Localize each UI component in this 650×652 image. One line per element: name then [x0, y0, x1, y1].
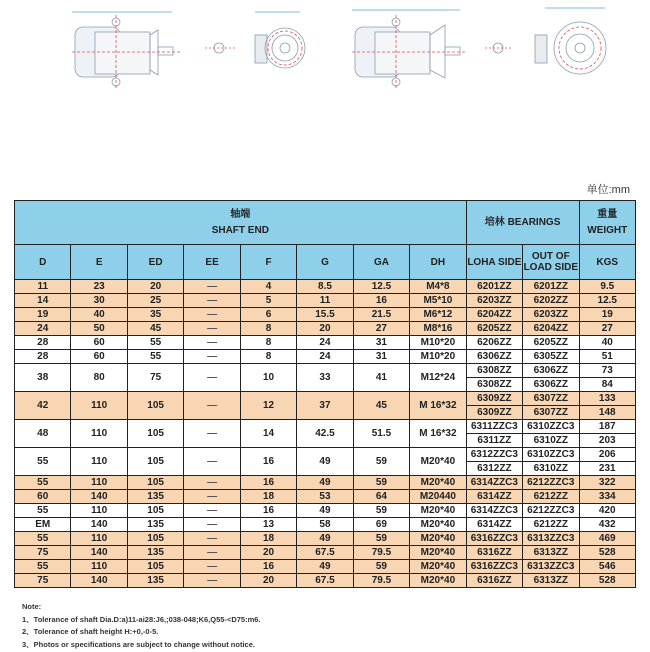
cell-ed: 55	[127, 350, 183, 364]
cell-d: 55	[15, 560, 71, 574]
cell-ed: 105	[127, 392, 183, 420]
cell-g: 49	[297, 476, 353, 490]
column-header: E	[71, 245, 127, 280]
cell-dh: M 16*32	[410, 420, 466, 448]
cell-d: 42	[15, 392, 71, 420]
cell-e: 140	[71, 546, 127, 560]
cell-ga: 59	[353, 448, 409, 476]
cell-e: 110	[71, 476, 127, 490]
cell-out-of-load-side: 6313ZZC3	[523, 560, 579, 574]
cell-ga: 27	[353, 322, 409, 336]
cell-loha-side: 6316ZZ	[466, 574, 522, 588]
cell-ga: 59	[353, 560, 409, 574]
cell-d: 19	[15, 308, 71, 322]
cell-loha-side: 6316ZZC3	[466, 560, 522, 574]
cell-loha-side: 6314ZZ	[466, 518, 522, 532]
cell-e: 60	[71, 336, 127, 350]
table-row	[15, 574, 636, 588]
cell-weight: 528	[579, 574, 635, 588]
cell-e: 23	[71, 280, 127, 294]
cell-ga: 64	[353, 490, 409, 504]
column-header: G	[297, 245, 353, 280]
cell-loha-side: 6306ZZ	[466, 350, 522, 364]
cell-dh: M20*40	[410, 448, 466, 476]
table-row	[15, 392, 636, 406]
cell-ga: 12.5	[353, 280, 409, 294]
column-header: KGS	[579, 245, 635, 280]
cell-g: 53	[297, 490, 353, 504]
cell-f: 8	[240, 350, 296, 364]
table-row	[15, 560, 636, 574]
cell-g: 49	[297, 560, 353, 574]
cell-out-of-load-side: 6212ZZ	[523, 518, 579, 532]
column-header: LOHA SIDE	[466, 245, 522, 280]
cell-ee: —	[184, 336, 240, 350]
cell-e: 50	[71, 322, 127, 336]
cell-e: 110	[71, 448, 127, 476]
table-row	[15, 476, 636, 490]
cell-g: 20	[297, 322, 353, 336]
cell-ga: 16	[353, 294, 409, 308]
cell-f: 4	[240, 280, 296, 294]
table-row	[15, 280, 636, 294]
cell-d: 55	[15, 448, 71, 476]
cell-weight: 203	[579, 434, 635, 448]
notes-title: Note:	[22, 602, 42, 611]
cell-ga: 69	[353, 518, 409, 532]
cell-loha-side: 6205ZZ	[466, 322, 522, 336]
cell-f: 16	[240, 476, 296, 490]
cell-f: 5	[240, 294, 296, 308]
cell-f: 13	[240, 518, 296, 532]
cell-weight: 231	[579, 462, 635, 476]
cell-loha-side: 6314ZZC3	[466, 504, 522, 518]
cell-loha-side: 6311ZZC3	[466, 420, 522, 434]
cell-ee: —	[184, 574, 240, 588]
table-row	[15, 420, 636, 434]
cell-ed: 135	[127, 574, 183, 588]
table-row	[15, 448, 636, 462]
cell-ed: 35	[127, 308, 183, 322]
cell-ed: 20	[127, 280, 183, 294]
cell-g: 24	[297, 350, 353, 364]
cell-dh: M 16*32	[410, 392, 466, 420]
cell-loha-side: 6309ZZ	[466, 392, 522, 406]
cell-dh: M20*40	[410, 476, 466, 490]
note-item: 1、Tolerance of shaft Dia.D:a)11-ai28:J6,;038-048;K6,Q55-<D75:m6.	[22, 614, 261, 624]
cell-out-of-load-side: 6204ZZ	[523, 322, 579, 336]
cell-ee: —	[184, 518, 240, 532]
cell-out-of-load-side: 6306ZZ	[523, 378, 579, 392]
cell-ed: 135	[127, 518, 183, 532]
cell-f: 18	[240, 532, 296, 546]
notes	[22, 601, 261, 651]
cell-ga: 31	[353, 350, 409, 364]
cell-loha-side: 6312ZZ	[466, 462, 522, 476]
cell-loha-side: 6308ZZ	[466, 364, 522, 378]
cell-out-of-load-side: 6212ZZC3	[523, 476, 579, 490]
cell-e: 140	[71, 518, 127, 532]
cell-ed: 45	[127, 322, 183, 336]
cell-d: EM	[15, 518, 71, 532]
cell-weight: 206	[579, 448, 635, 462]
cell-dh: M6*12	[410, 308, 466, 322]
shaft-end-en: SHAFT END	[211, 225, 269, 236]
cell-d: 28	[15, 350, 71, 364]
cell-out-of-load-side: 6310ZZ	[523, 434, 579, 448]
cell-e: 110	[71, 560, 127, 574]
cell-ga: 59	[353, 532, 409, 546]
cell-ed: 55	[127, 336, 183, 350]
cell-weight: 148	[579, 406, 635, 420]
weight-header	[579, 201, 635, 245]
cell-e: 140	[71, 490, 127, 504]
cell-d: 48	[15, 420, 71, 448]
column-header: EE	[184, 245, 240, 280]
cell-ee: —	[184, 322, 240, 336]
cell-d: 60	[15, 490, 71, 504]
cell-out-of-load-side: 6307ZZ	[523, 392, 579, 406]
column-header: D	[15, 245, 71, 280]
cell-out-of-load-side: 6313ZZ	[523, 574, 579, 588]
cell-g: 37	[297, 392, 353, 420]
cell-ga: 21.5	[353, 308, 409, 322]
cell-e: 110	[71, 420, 127, 448]
cell-out-of-load-side: 6212ZZ	[523, 490, 579, 504]
cell-ee: —	[184, 546, 240, 560]
cell-d: 24	[15, 322, 71, 336]
cell-dh: M8*16	[410, 322, 466, 336]
cell-dh: M20*40	[410, 518, 466, 532]
cell-out-of-load-side: 6202ZZ	[523, 294, 579, 308]
cell-dh: M12*24	[410, 364, 466, 392]
cell-e: 110	[71, 392, 127, 420]
cell-out-of-load-side: 6306ZZ	[523, 364, 579, 378]
cell-ee: —	[184, 308, 240, 322]
cell-out-of-load-side: 6307ZZ	[523, 406, 579, 420]
cell-ed: 105	[127, 420, 183, 448]
cell-e: 30	[71, 294, 127, 308]
cell-loha-side: 6309ZZ	[466, 406, 522, 420]
cell-loha-side: 6312ZZC3	[466, 448, 522, 462]
cell-g: 67.5	[297, 546, 353, 560]
cell-ee: —	[184, 490, 240, 504]
table-row	[15, 546, 636, 560]
cell-ee: —	[184, 294, 240, 308]
cell-ga: 41	[353, 364, 409, 392]
cell-ed: 75	[127, 364, 183, 392]
cell-dh: M10*20	[410, 350, 466, 364]
cell-weight: 322	[579, 476, 635, 490]
cell-e: 60	[71, 350, 127, 364]
cell-ed: 135	[127, 490, 183, 504]
cell-ee: —	[184, 448, 240, 476]
cell-e: 80	[71, 364, 127, 392]
cell-e: 40	[71, 308, 127, 322]
cell-loha-side: 6308ZZ	[466, 378, 522, 392]
column-header: ED	[127, 245, 183, 280]
cell-weight: 51	[579, 350, 635, 364]
cell-dh: M20*40	[410, 574, 466, 588]
cell-ed: 135	[127, 546, 183, 560]
note-item: 2、Tolerance of shaft height H:+0,-0-5.	[22, 627, 159, 636]
shaft-end-cn: 轴端	[230, 209, 251, 220]
table-row	[15, 308, 636, 322]
cell-loha-side: 6203ZZ	[466, 294, 522, 308]
cell-ee: —	[184, 532, 240, 546]
cell-d: 75	[15, 574, 71, 588]
cell-d: 55	[15, 476, 71, 490]
cell-ee: —	[184, 280, 240, 294]
weight-cn: 重量	[597, 209, 618, 220]
column-header: OUT OF LOAD SIDE	[523, 245, 579, 280]
cell-g: 11	[297, 294, 353, 308]
cell-ga: 59	[353, 504, 409, 518]
cell-g: 42.5	[297, 420, 353, 448]
cell-d: 28	[15, 336, 71, 350]
cell-d: 11	[15, 280, 71, 294]
bearings-header: 培林 BEARINGS	[466, 201, 579, 245]
cell-out-of-load-side: 6305ZZ	[523, 350, 579, 364]
table-row	[15, 322, 636, 336]
cell-d: 55	[15, 532, 71, 546]
cell-dh: M20*40	[410, 532, 466, 546]
unit-label: 单位:mm	[586, 184, 630, 196]
cell-f: 14	[240, 420, 296, 448]
cell-weight: 40	[579, 336, 635, 350]
cell-loha-side: 6314ZZC3	[466, 476, 522, 490]
cell-weight: 133	[579, 392, 635, 406]
cell-f: 20	[240, 546, 296, 560]
cell-e: 110	[71, 532, 127, 546]
cell-g: 49	[297, 532, 353, 546]
cell-g: 67.5	[297, 574, 353, 588]
cell-out-of-load-side: 6310ZZC3	[523, 448, 579, 462]
cell-dh: M5*10	[410, 294, 466, 308]
cell-out-of-load-side: 6313ZZ	[523, 546, 579, 560]
cell-weight: 528	[579, 546, 635, 560]
cell-d: 38	[15, 364, 71, 392]
cell-out-of-load-side: 6310ZZ	[523, 462, 579, 476]
cell-ga: 79.5	[353, 546, 409, 560]
cell-weight: 334	[579, 490, 635, 504]
weight-en: WEIGHT	[587, 225, 628, 236]
cell-d: 55	[15, 504, 71, 518]
cell-g: 49	[297, 448, 353, 476]
cell-weight: 469	[579, 532, 635, 546]
motor-technical-drawings	[0, 0, 650, 100]
cell-ed: 105	[127, 532, 183, 546]
cell-weight: 12.5	[579, 294, 635, 308]
cell-weight: 19	[579, 308, 635, 322]
cell-dh: M20*40	[410, 560, 466, 574]
table-row	[15, 350, 636, 364]
cell-weight: 420	[579, 504, 635, 518]
table-row	[15, 518, 636, 532]
cell-g: 58	[297, 518, 353, 532]
cell-ed: 105	[127, 504, 183, 518]
cell-weight: 27	[579, 322, 635, 336]
cell-f: 20	[240, 574, 296, 588]
cell-out-of-load-side: 6203ZZ	[523, 308, 579, 322]
cell-out-of-load-side: 6201ZZ	[523, 280, 579, 294]
cell-weight: 432	[579, 518, 635, 532]
cell-loha-side: 6206ZZ	[466, 336, 522, 350]
cell-ga: 51.5	[353, 420, 409, 448]
table-row	[15, 364, 636, 378]
note-item: 3、Photos or specifications are subject to change without notice.	[22, 639, 255, 649]
cell-out-of-load-side: 6212ZZC3	[523, 504, 579, 518]
cell-ee: —	[184, 364, 240, 392]
cell-d: 75	[15, 546, 71, 560]
cell-weight: 187	[579, 420, 635, 434]
cell-d: 14	[15, 294, 71, 308]
cell-g: 49	[297, 504, 353, 518]
cell-dh: M20*40	[410, 504, 466, 518]
cell-loha-side: 6311ZZ	[466, 434, 522, 448]
cell-loha-side: 6316ZZC3	[466, 532, 522, 546]
cell-ed: 105	[127, 448, 183, 476]
column-header: GA	[353, 245, 409, 280]
cell-dh: M10*20	[410, 336, 466, 350]
cell-loha-side: 6316ZZ	[466, 546, 522, 560]
cell-f: 10	[240, 364, 296, 392]
cell-ee: —	[184, 392, 240, 420]
column-header: DH	[410, 245, 466, 280]
cell-loha-side: 6204ZZ	[466, 308, 522, 322]
cell-f: 8	[240, 322, 296, 336]
cell-dh: M20440	[410, 490, 466, 504]
table-row	[15, 504, 636, 518]
cell-f: 18	[240, 490, 296, 504]
cell-out-of-load-side: 6205ZZ	[523, 336, 579, 350]
table-row	[15, 294, 636, 308]
cell-loha-side: 6314ZZ	[466, 490, 522, 504]
cell-ee: —	[184, 476, 240, 490]
cell-dh: M20*40	[410, 546, 466, 560]
cell-f: 8	[240, 336, 296, 350]
cell-ed: 105	[127, 476, 183, 490]
table-row	[15, 532, 636, 546]
cell-ee: —	[184, 560, 240, 574]
cell-weight: 73	[579, 364, 635, 378]
cell-out-of-load-side: 6310ZZC3	[523, 420, 579, 434]
cell-ee: —	[184, 350, 240, 364]
cell-g: 24	[297, 336, 353, 350]
cell-e: 140	[71, 574, 127, 588]
cell-f: 16	[240, 560, 296, 574]
cell-ga: 31	[353, 336, 409, 350]
table-row	[15, 336, 636, 350]
cell-g: 8.5	[297, 280, 353, 294]
cell-g: 15.5	[297, 308, 353, 322]
cell-weight: 546	[579, 560, 635, 574]
cell-ga: 59	[353, 476, 409, 490]
cell-f: 12	[240, 392, 296, 420]
cell-weight: 9.5	[579, 280, 635, 294]
shaft-end-header	[15, 201, 467, 245]
cell-ga: 79.5	[353, 574, 409, 588]
cell-g: 33	[297, 364, 353, 392]
shaft-end-spec-table	[14, 200, 636, 588]
table-row	[15, 490, 636, 504]
cell-out-of-load-side: 6313ZZC3	[523, 532, 579, 546]
column-header: F	[240, 245, 296, 280]
cell-f: 6	[240, 308, 296, 322]
cell-ed: 105	[127, 560, 183, 574]
cell-f: 16	[240, 504, 296, 518]
cell-ed: 25	[127, 294, 183, 308]
cell-f: 16	[240, 448, 296, 476]
cell-ee: —	[184, 504, 240, 518]
cell-dh: M4*8	[410, 280, 466, 294]
cell-weight: 84	[579, 378, 635, 392]
cell-loha-side: 6201ZZ	[466, 280, 522, 294]
cell-ga: 45	[353, 392, 409, 420]
cell-e: 110	[71, 504, 127, 518]
cell-ee: —	[184, 420, 240, 448]
